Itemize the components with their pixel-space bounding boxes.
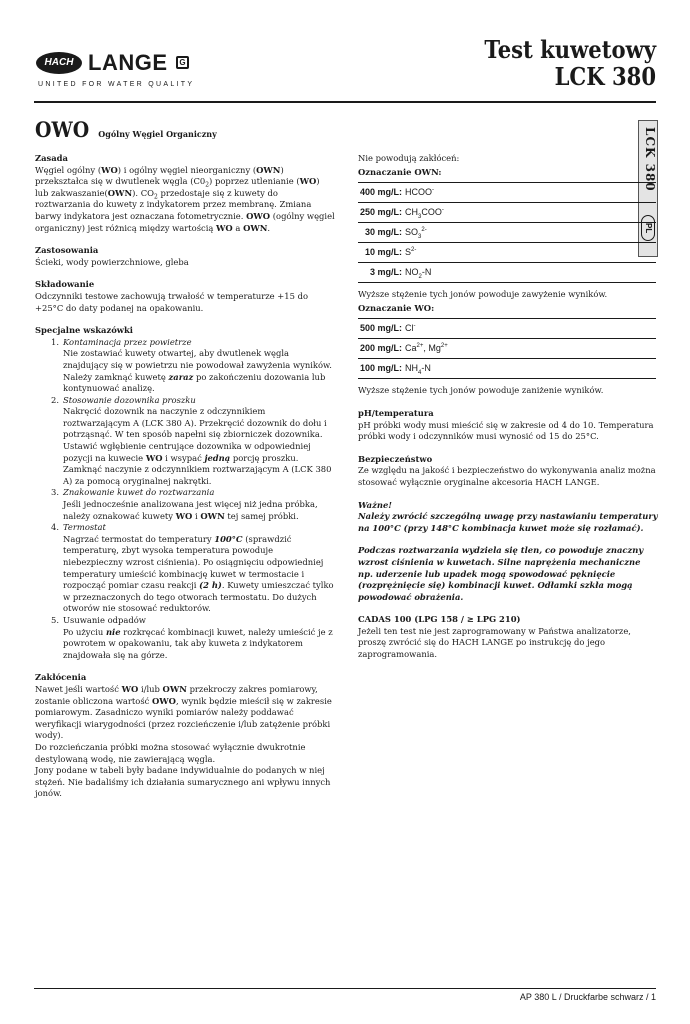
ion-formula-part: 3 bbox=[418, 213, 422, 220]
ion-row bbox=[358, 359, 656, 379]
ion-formula-part: 4 bbox=[418, 369, 422, 376]
lange-logo-word: LANGE bbox=[88, 50, 168, 75]
own-table-note: Wyższe stężenie tych jonów powoduje zawyżenie wyników. bbox=[358, 289, 608, 300]
parameter-name: Ogólny Węgiel Organiczny bbox=[98, 129, 217, 139]
section-title: Składowanie bbox=[35, 279, 95, 290]
section-cadas bbox=[358, 614, 658, 660]
hach-logo-badge: HACH bbox=[36, 52, 82, 74]
section-zastosowania bbox=[35, 245, 335, 268]
wo-table-title: Oznaczanie WO: bbox=[358, 302, 435, 313]
concentration-label: 100 mg/L: bbox=[359, 363, 402, 374]
section-text: Do rozcieńczania próbki można stosować wyłącznie dwukrotnie destylowaną wodę, nie zawierającą węgla. bbox=[35, 741, 306, 764]
ion-formula-part: , Mg bbox=[423, 343, 441, 354]
section-text: Ścieki, wody powierzchniowe, gleba bbox=[35, 256, 189, 267]
section-text: Ze względu na jakość i bezpieczeństwo do wykonywania analiz można stosować wyłącznie oryginalne akcesoria HACH LANGE. bbox=[358, 465, 656, 487]
footer-text: AP 380 L / Druckfarbe schwarz / 1 bbox=[519, 992, 656, 1002]
concentration-label: 400 mg/L: bbox=[359, 186, 402, 197]
concentration-label: 200 mg/L: bbox=[359, 343, 402, 354]
ion-cell bbox=[358, 243, 656, 263]
ion-cell bbox=[358, 339, 656, 359]
ion-cell bbox=[358, 223, 656, 243]
section-text: Nawet jeśli wartość WO i/lub OWN przekroczy zakres pomiarowy, zostanie obliczona wartość OWO, wynik będzie mieścił się w zakresie pomiarowym. Zasadniczo wyniki pomiarów należy poddawać weryfikacji wiarygodności (przez rozcieńczenie i/lub zatężenie próbki wody). bbox=[35, 683, 332, 741]
ion-cell bbox=[358, 319, 656, 339]
ion-formula-part: NO bbox=[405, 266, 419, 277]
ion-formula-part: Ca bbox=[405, 343, 417, 354]
section-ph bbox=[358, 408, 658, 443]
concentration-label: 250 mg/L: bbox=[359, 206, 402, 217]
lange-mark-icon: G bbox=[176, 56, 189, 69]
title-line-1: Test kuwetowy bbox=[484, 35, 656, 64]
ion-row bbox=[358, 319, 656, 339]
section-text: Odczynniki testowe zachowują trwałość w temperaturze +15 do +25°C do daty podanej na opakowaniu. bbox=[35, 290, 308, 313]
ion-formula-part: 2- bbox=[411, 246, 417, 253]
section-text: Jeżeli ten test nie jest zaprogramowany w Państwa analizatorze, proszę zwrócić się do HACH LANGE po instrukcję do jego zaprogramowania. bbox=[358, 625, 631, 660]
concentration-label: 30 mg/L: bbox=[364, 226, 402, 237]
section-title: pH/temperatura bbox=[358, 407, 434, 418]
ion-row bbox=[358, 243, 656, 263]
parameter-heading bbox=[35, 117, 217, 142]
section-zasada bbox=[35, 153, 335, 234]
section-skladowanie bbox=[35, 279, 335, 314]
concentration-label: 3 mg/L: bbox=[369, 266, 402, 277]
section-title: Specjalne wskazówki bbox=[35, 325, 133, 336]
ion-cell bbox=[358, 359, 656, 379]
ion-formula-part: NH bbox=[405, 363, 418, 374]
ion-row bbox=[358, 183, 656, 203]
list-item: 2. Stosowanie dozownika proszku Nakręcić dozownik na naczynie z odczynnikiem roztwarzającym A (LCK 380 A). Przekręcić dozownik do dołu i potrząsnąć. W ten sposób napełni się zbiorniczek dozownika. Ustawić wgłębienie centrujące dozownika w odpowiedniej pozycji na kuwecie WO i wsypać jedną porcję proszku. Zamknąć naczynie z odczynnikiem roztwarzającym A (LCK 380 A) za pomocą oryginalnej nakrętki. bbox=[51, 394, 332, 486]
title-line-2: LCK 380 bbox=[554, 62, 656, 91]
list-item: 4. Termostat Nagrzać termostat do temperatury 100°C (sprawdzić temperaturę, zbyt wysoka temperatura powoduje niebezpieczny wzrost ciśnienia). Po osiągnięciu odpowiedniej temperatury umieścić kombinację kuwet w termostacie i rozpocząć pomiar czasu reakcji (2 h). Kuwety umieszczać tylko w przeznaczonych do tego otworach termostatu. Do dużych otworów nie stosować reduktorów. bbox=[51, 522, 334, 614]
left-column bbox=[35, 153, 335, 811]
warning-title: Ważne! bbox=[358, 499, 392, 510]
ion-formula-part: - bbox=[413, 323, 416, 330]
wo-ion-table bbox=[358, 318, 656, 379]
ion-formula-part: -N bbox=[421, 363, 431, 374]
own-ion-table bbox=[358, 182, 656, 283]
header-divider bbox=[34, 101, 656, 103]
ion-cell bbox=[358, 203, 656, 223]
section-safety bbox=[358, 454, 658, 489]
section-wskazowki bbox=[35, 325, 335, 661]
ion-formula-part: Cl bbox=[405, 323, 414, 334]
section-text: Węgiel ogólny (WO) i ogólny węgiel nieorganiczny (OWN) przekształca się w dwutlenek węgla $(C0_2)$ poprzez utlenianie (WO) lub zakwaszanie(OWN). $CO_2$ przedostaje się z kuwety do roztwarzania do kuwety z indykatorem przez membranę. Zmiana barwy indykatora jest oznaczana fotometrycznie. OWO (ogólny węgiel organiczny) jest różnicą między wartością WO a OWN. bbox=[35, 164, 335, 233]
section-title: Zakłócenia bbox=[35, 672, 87, 683]
tagline: UNITED FOR WATER QUALITY bbox=[38, 81, 195, 88]
ion-formula-part: SO bbox=[405, 226, 419, 237]
hach-lange-logo bbox=[36, 48, 196, 96]
ion-formula-part: 3 bbox=[418, 233, 422, 240]
ion-row bbox=[358, 203, 656, 223]
ion-row bbox=[358, 223, 656, 243]
hints-list bbox=[35, 337, 335, 662]
ion-formula-part: S bbox=[405, 246, 412, 257]
ion-row bbox=[358, 263, 656, 283]
ion-formula-part: 2+ bbox=[416, 343, 424, 350]
language-badge: PL bbox=[641, 215, 655, 241]
section-title: CADAS 100 (LPG 158 / ≥ LPG 210) bbox=[358, 614, 521, 625]
list-item: 1. Kontaminacja przez powietrze Nie zostawiać kuwety otwartej, aby dwutlenek węgla znajdujący się w powietrzu nie powodował zawyżenia wyników. Należy zamknąć kuwetę zaraz po zakończeniu dozowania lub kontynuować analizę. bbox=[51, 336, 332, 394]
ion-row bbox=[358, 339, 656, 359]
ion-formula-part: 2+ bbox=[440, 343, 448, 350]
list-item: 5. Usuwanie odpadów Po użyciu nie rozkręcać kombinacji kuwet, należy umieścić je z powrotem w opakowaniu, tak aby kuweta z indykatorem znajdowała się na górze. bbox=[51, 614, 333, 660]
ion-formula-part: 2- bbox=[421, 226, 427, 233]
warning-text: Należy zwrócić szczególną uwagę przy nastawianiu temperatury na 100°C (przy 148°C kombinacja kuwet może się rozłamać). bbox=[358, 511, 658, 533]
parameter-code: OWO bbox=[35, 117, 90, 142]
own-table-title: Oznaczanie OWN: bbox=[358, 166, 442, 177]
concentration-label: 10 mg/L: bbox=[364, 246, 402, 257]
list-item: 3. Znakowanie kuwet do roztwarzania Jeśli jednocześnie analizowana jest więcej niż jedna próbka, należy oznakować kuwety WO i OWN tej samej próbki. bbox=[51, 487, 318, 521]
ion-formula-part: - bbox=[432, 186, 434, 193]
warning-text: Podczas roztwarzania wydziela się tlen, co powoduje znaczny wzrost ciśnienia w kuwetach. Silne naprężenia mechaniczne np. uderzenie lub upadek mogą spowodować pęknięcie (rozprężnięcie się) kombinacji kuwet. Odłamki szkła mogą powodować obrażenia. bbox=[358, 545, 644, 602]
side-tab-code: LCK 380 bbox=[643, 127, 657, 192]
ion-formula-part: -N bbox=[421, 266, 432, 277]
section-text: pH próbki wody musi mieścić się w zakresie od 4 do 10. Temperatura próbki wody i odczynników musi wynosić od 15 do 25°C. bbox=[358, 419, 654, 442]
section-warning bbox=[358, 500, 658, 604]
ion-cell bbox=[358, 183, 656, 203]
section-zaklocenia bbox=[35, 672, 335, 800]
ion-formula-part: CH bbox=[405, 206, 418, 217]
section-title: Zasada bbox=[35, 153, 68, 163]
footer-divider bbox=[34, 988, 656, 989]
ion-formula-part: HCOO bbox=[405, 186, 432, 197]
ion-formula-part: 2 bbox=[418, 273, 422, 280]
ion-cell bbox=[358, 263, 656, 283]
ion-formula-part: - bbox=[441, 206, 444, 213]
section-text: Jony podane w tabeli były badane indywidualnie do podanych w niej stężeń. Nie badaliśmy ich działania sumarycznego ani wpływu innych jonów. bbox=[35, 765, 331, 799]
section-title: Bezpieczeństwo bbox=[358, 453, 433, 464]
section-title: Zastosowania bbox=[35, 245, 99, 256]
no-interference-intro: Nie powodują zakłóceń: bbox=[358, 153, 460, 163]
ion-formula-part: COO bbox=[421, 206, 442, 217]
right-column bbox=[358, 153, 658, 672]
document-title bbox=[484, 36, 656, 90]
wo-table-note: Wyższe stężenie tych jonów powoduje zaniżenie wyników. bbox=[358, 385, 604, 396]
concentration-label: 500 mg/L: bbox=[359, 323, 402, 334]
